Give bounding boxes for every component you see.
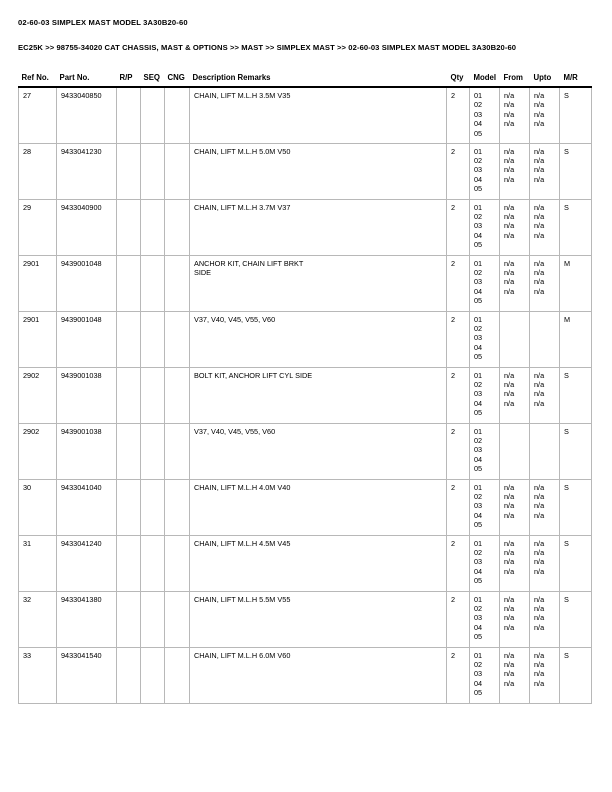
model-value: 04: [474, 566, 483, 576]
breadcrumb: EC25K >> 98755-34020 CAT CHASSIS, MAST & OPTIONS >> MAST >> SIMPLEX MAST >> 02-60-03 SIMPLEX MAST MODEL 3A30B20-60: [18, 43, 517, 52]
cell-from: [500, 647, 530, 703]
from-value: n/a: [504, 659, 515, 669]
upto-value: n/a: [534, 109, 545, 119]
upto-value: n/a: [534, 119, 545, 129]
description-line: CHAIN, LIFT M.L.H 5.0M V50: [194, 146, 291, 156]
upto-value: n/a: [534, 678, 545, 688]
cell-from: [500, 535, 530, 591]
model-value: 01: [474, 146, 483, 156]
description-line: V37, V40, V45, V55, V60: [194, 426, 276, 436]
cell-cng: [165, 199, 190, 255]
cell-ref: 28: [19, 143, 57, 199]
from-value: n/a: [504, 482, 515, 492]
cell-rp: [117, 591, 141, 647]
cell-qty: 2: [447, 647, 470, 703]
column-header-upto: Upto: [533, 73, 552, 82]
cell-mr: M: [560, 311, 592, 367]
model-value: 04: [474, 174, 483, 184]
cell-qty: 2: [447, 199, 470, 255]
parts-table-body: [19, 87, 592, 703]
cell-part: 9433040850: [57, 87, 117, 143]
cell-cng: [165, 647, 190, 703]
model-value: 04: [474, 678, 483, 688]
cell-rp: [117, 479, 141, 535]
from-value: n/a: [504, 538, 515, 548]
upto-value: n/a: [534, 258, 545, 268]
column-header-qty: Qty: [450, 73, 464, 82]
cell-part: 9433041230: [57, 143, 117, 199]
cell-qty: 2: [447, 143, 470, 199]
cell-model: [470, 423, 500, 479]
upto-value: n/a: [534, 557, 545, 567]
cell-mr: S: [560, 591, 592, 647]
description-line: SIDE: [194, 267, 212, 277]
cell-description: [190, 87, 447, 143]
cell-part: 9439001048: [57, 255, 117, 311]
upto-value: n/a: [534, 566, 545, 576]
cell-model: [470, 367, 500, 423]
cell-upto: [530, 311, 560, 367]
description-line: CHAIN, LIFT M.L.H 5.5M V55: [194, 594, 291, 604]
from-value: n/a: [504, 119, 515, 129]
column-header-description-remarks: Description Remarks: [192, 73, 271, 82]
cell-part: 9433041540: [57, 647, 117, 703]
upto-value: n/a: [534, 221, 545, 231]
cell-qty: 2: [447, 255, 470, 311]
cell-cng: [165, 87, 190, 143]
from-value: n/a: [504, 286, 515, 296]
upto-value: n/a: [534, 174, 545, 184]
from-value: n/a: [504, 165, 515, 175]
upto-value: n/a: [534, 146, 545, 156]
from-value: n/a: [504, 678, 515, 688]
model-value: 01: [474, 426, 483, 436]
description-line: CHAIN, LIFT M.L.H 4.0M V40: [194, 482, 291, 492]
table-row: [19, 423, 592, 479]
model-value: 03: [474, 669, 483, 679]
cell-from: [500, 87, 530, 143]
from-value: n/a: [504, 669, 515, 679]
column-header-ref-no: Ref No.: [21, 73, 49, 82]
description-line: CHAIN, LIFT M.L.H 4.5M V45: [194, 538, 291, 548]
from-value: n/a: [504, 398, 515, 408]
model-value: 02: [474, 435, 483, 445]
cell-model: [470, 311, 500, 367]
cell-cng: [165, 479, 190, 535]
upto-value: n/a: [534, 286, 545, 296]
upto-value: n/a: [534, 91, 545, 100]
model-value: 01: [474, 370, 483, 380]
cell-mr: S: [560, 647, 592, 703]
cell-seq: [141, 255, 165, 311]
cell-ref: 2902: [19, 367, 57, 423]
cell-cng: [165, 311, 190, 367]
cell-model: [470, 87, 500, 143]
model-value: 02: [474, 491, 483, 501]
from-value: n/a: [504, 202, 515, 212]
model-value: 04: [474, 622, 483, 632]
from-value: n/a: [504, 146, 515, 156]
table-row: [19, 199, 592, 255]
description-line: CHAIN, LIFT M.L.H 3.5M V35: [194, 91, 291, 100]
table-row: [19, 367, 592, 423]
model-value: 05: [474, 128, 483, 138]
model-value: 03: [474, 165, 483, 175]
upto-value: n/a: [534, 202, 545, 212]
cell-description: [190, 479, 447, 535]
upto-value: n/a: [534, 100, 545, 110]
upto-value: n/a: [534, 398, 545, 408]
model-value: 05: [474, 408, 483, 418]
from-value: n/a: [504, 389, 515, 399]
cell-mr: S: [560, 423, 592, 479]
cell-ref: 2901: [19, 311, 57, 367]
model-value: 02: [474, 547, 483, 557]
model-value: 02: [474, 155, 483, 165]
cell-rp: [117, 199, 141, 255]
from-value: n/a: [504, 594, 515, 604]
cell-model: [470, 535, 500, 591]
model-value: 05: [474, 576, 483, 586]
from-value: n/a: [504, 603, 515, 613]
column-header-model: Model: [473, 73, 497, 82]
cell-upto: [530, 647, 560, 703]
column-header-seq: SEQ: [143, 73, 160, 82]
model-value: 01: [474, 538, 483, 548]
model-value: 03: [474, 557, 483, 567]
from-value: n/a: [504, 230, 515, 240]
cell-cng: [165, 423, 190, 479]
cell-seq: [141, 143, 165, 199]
cell-ref: 27: [19, 87, 57, 143]
cell-qty: 2: [447, 423, 470, 479]
model-value: 03: [474, 445, 483, 455]
upto-value: n/a: [534, 650, 545, 660]
cell-upto: [530, 423, 560, 479]
model-value: 02: [474, 603, 483, 613]
cell-rp: [117, 143, 141, 199]
model-value: 05: [474, 240, 483, 250]
from-value: n/a: [504, 379, 515, 389]
model-value: 04: [474, 286, 483, 296]
column-header-rp: R/P: [119, 73, 133, 82]
table-row: [19, 479, 592, 535]
column-header-part-no: Part No.: [59, 73, 90, 82]
cell-description: [190, 255, 447, 311]
from-value: n/a: [504, 174, 515, 184]
cell-ref: 2901: [19, 255, 57, 311]
table-row: [19, 143, 592, 199]
cell-upto: [530, 199, 560, 255]
upto-value: n/a: [534, 482, 545, 492]
upto-value: n/a: [534, 547, 545, 557]
model-value: 01: [474, 202, 483, 212]
from-value: n/a: [504, 547, 515, 557]
upto-value: n/a: [534, 277, 545, 287]
model-value: 03: [474, 333, 483, 343]
cell-from: [500, 367, 530, 423]
cell-ref: 29: [19, 199, 57, 255]
description-line: CHAIN, LIFT M.L.H 3.7M V37: [194, 202, 291, 212]
model-value: 02: [474, 267, 483, 277]
cell-seq: [141, 367, 165, 423]
upto-value: n/a: [534, 370, 545, 380]
cell-qty: 2: [447, 535, 470, 591]
cell-qty: 2: [447, 479, 470, 535]
cell-rp: [117, 535, 141, 591]
model-value: 01: [474, 482, 483, 492]
model-value: 03: [474, 277, 483, 287]
cell-ref: 2902: [19, 423, 57, 479]
upto-value: n/a: [534, 501, 545, 511]
upto-value: n/a: [534, 165, 545, 175]
cell-ref: 30: [19, 479, 57, 535]
model-value: 02: [474, 211, 483, 221]
cell-rp: [117, 423, 141, 479]
from-value: n/a: [504, 155, 515, 165]
model-value: 01: [474, 594, 483, 604]
model-value: 05: [474, 352, 483, 362]
cell-cng: [165, 591, 190, 647]
cell-cng: [165, 143, 190, 199]
upto-value: n/a: [534, 267, 545, 277]
from-value: n/a: [504, 258, 515, 268]
model-value: 03: [474, 501, 483, 511]
table-row: [19, 647, 592, 703]
model-value: 05: [474, 296, 483, 306]
model-value: 02: [474, 100, 483, 110]
cell-mr: S: [560, 199, 592, 255]
cell-mr: S: [560, 87, 592, 143]
cell-mr: S: [560, 143, 592, 199]
upto-value: n/a: [534, 613, 545, 623]
table-row: [19, 535, 592, 591]
upto-value: n/a: [534, 155, 545, 165]
cell-cng: [165, 535, 190, 591]
cell-from: [500, 311, 530, 367]
table-row: [19, 255, 592, 311]
page-title: 02-60-03 SIMPLEX MAST MODEL 3A30B20-60: [18, 18, 188, 27]
cell-description: [190, 647, 447, 703]
description-line: ANCHOR KIT, CHAIN LIFT BRKT: [194, 258, 304, 268]
cell-model: [470, 647, 500, 703]
cell-model: [470, 143, 500, 199]
cell-part: 9433041240: [57, 535, 117, 591]
cell-model: [470, 479, 500, 535]
model-value: 01: [474, 314, 483, 324]
from-value: n/a: [504, 622, 515, 632]
upto-value: n/a: [534, 211, 545, 221]
from-value: n/a: [504, 613, 515, 623]
from-value: n/a: [504, 267, 515, 277]
model-value: 04: [474, 398, 483, 408]
model-value: 04: [474, 342, 483, 352]
cell-from: [500, 143, 530, 199]
upto-value: n/a: [534, 622, 545, 632]
cell-description: [190, 367, 447, 423]
upto-value: n/a: [534, 594, 545, 604]
from-value: n/a: [504, 211, 515, 221]
upto-value: n/a: [534, 603, 545, 613]
cell-upto: [530, 143, 560, 199]
model-value: 03: [474, 389, 483, 399]
cell-seq: [141, 591, 165, 647]
cell-seq: [141, 423, 165, 479]
cell-from: [500, 591, 530, 647]
model-value: 05: [474, 632, 483, 642]
column-header-cng: CNG: [167, 73, 185, 82]
cell-description: [190, 143, 447, 199]
model-value: 05: [474, 184, 483, 194]
cell-seq: [141, 311, 165, 367]
cell-upto: [530, 367, 560, 423]
upto-value: n/a: [534, 510, 545, 520]
cell-part: 9439001038: [57, 423, 117, 479]
cell-rp: [117, 255, 141, 311]
cell-from: [500, 479, 530, 535]
upto-value: n/a: [534, 379, 545, 389]
model-value: 04: [474, 510, 483, 520]
upto-value: n/a: [534, 659, 545, 669]
table-row: [19, 87, 592, 143]
model-value: 03: [474, 109, 483, 119]
cell-description: [190, 535, 447, 591]
upto-value: n/a: [534, 389, 545, 399]
cell-seq: [141, 87, 165, 143]
cell-upto: [530, 535, 560, 591]
cell-upto: [530, 87, 560, 143]
model-value: 01: [474, 91, 483, 100]
model-value: 01: [474, 258, 483, 268]
cell-seq: [141, 647, 165, 703]
description-line: BOLT KIT, ANCHOR LIFT CYL SIDE: [194, 370, 313, 380]
cell-cng: [165, 367, 190, 423]
from-value: n/a: [504, 650, 515, 660]
cell-description: [190, 199, 447, 255]
cell-rp: [117, 311, 141, 367]
cell-part: 9433041380: [57, 591, 117, 647]
from-value: n/a: [504, 557, 515, 567]
cell-part: 9439001038: [57, 367, 117, 423]
cell-description: [190, 423, 447, 479]
cell-qty: 2: [447, 311, 470, 367]
cell-seq: [141, 199, 165, 255]
cell-from: [500, 423, 530, 479]
from-value: n/a: [504, 491, 515, 501]
cell-description: [190, 311, 447, 367]
model-value: 05: [474, 464, 483, 474]
cell-ref: 33: [19, 647, 57, 703]
cell-upto: [530, 479, 560, 535]
cell-upto: [530, 591, 560, 647]
model-value: 04: [474, 454, 483, 464]
cell-cng: [165, 255, 190, 311]
from-value: n/a: [504, 91, 515, 100]
cell-rp: [117, 367, 141, 423]
model-value: 01: [474, 650, 483, 660]
cell-qty: 2: [447, 591, 470, 647]
from-value: n/a: [504, 566, 515, 576]
cell-from: [500, 199, 530, 255]
cell-rp: [117, 87, 141, 143]
cell-mr: M: [560, 255, 592, 311]
cell-rp: [117, 647, 141, 703]
upto-value: n/a: [534, 538, 545, 548]
model-value: 03: [474, 221, 483, 231]
from-value: n/a: [504, 277, 515, 287]
cell-mr: S: [560, 535, 592, 591]
cell-description: [190, 591, 447, 647]
from-value: n/a: [504, 109, 515, 119]
cell-part: 9439001048: [57, 311, 117, 367]
cell-seq: [141, 479, 165, 535]
cell-model: [470, 591, 500, 647]
model-value: 04: [474, 119, 483, 129]
cell-qty: 2: [447, 367, 470, 423]
model-value: 05: [474, 520, 483, 530]
from-value: n/a: [504, 501, 515, 511]
upto-value: n/a: [534, 230, 545, 240]
from-value: n/a: [504, 221, 515, 231]
cell-qty: 2: [447, 87, 470, 143]
from-value: n/a: [504, 510, 515, 520]
cell-part: 9433040900: [57, 199, 117, 255]
model-value: 02: [474, 379, 483, 389]
cell-ref: 31: [19, 535, 57, 591]
column-header-from: From: [503, 73, 523, 82]
model-value: 03: [474, 613, 483, 623]
header-row: [19, 73, 592, 87]
column-header-mr: M/R: [563, 73, 578, 82]
model-value: 04: [474, 230, 483, 240]
description-line: V37, V40, V45, V55, V60: [194, 314, 276, 324]
cell-seq: [141, 535, 165, 591]
model-value: 05: [474, 688, 483, 698]
cell-model: [470, 199, 500, 255]
model-value: 02: [474, 659, 483, 669]
from-value: n/a: [504, 370, 515, 380]
parts-table: [18, 73, 592, 704]
upto-value: n/a: [534, 491, 545, 501]
model-value: 02: [474, 323, 483, 333]
description-line: CHAIN, LIFT M.L.H 6.0M V60: [194, 650, 291, 660]
upto-value: n/a: [534, 669, 545, 679]
cell-upto: [530, 255, 560, 311]
cell-part: 9433041040: [57, 479, 117, 535]
cell-ref: 32: [19, 591, 57, 647]
from-value: n/a: [504, 100, 515, 110]
cell-from: [500, 255, 530, 311]
table-row: [19, 311, 592, 367]
table-row: [19, 591, 592, 647]
cell-mr: S: [560, 367, 592, 423]
cell-model: [470, 255, 500, 311]
cell-mr: S: [560, 479, 592, 535]
parts-table-header: [19, 73, 592, 87]
